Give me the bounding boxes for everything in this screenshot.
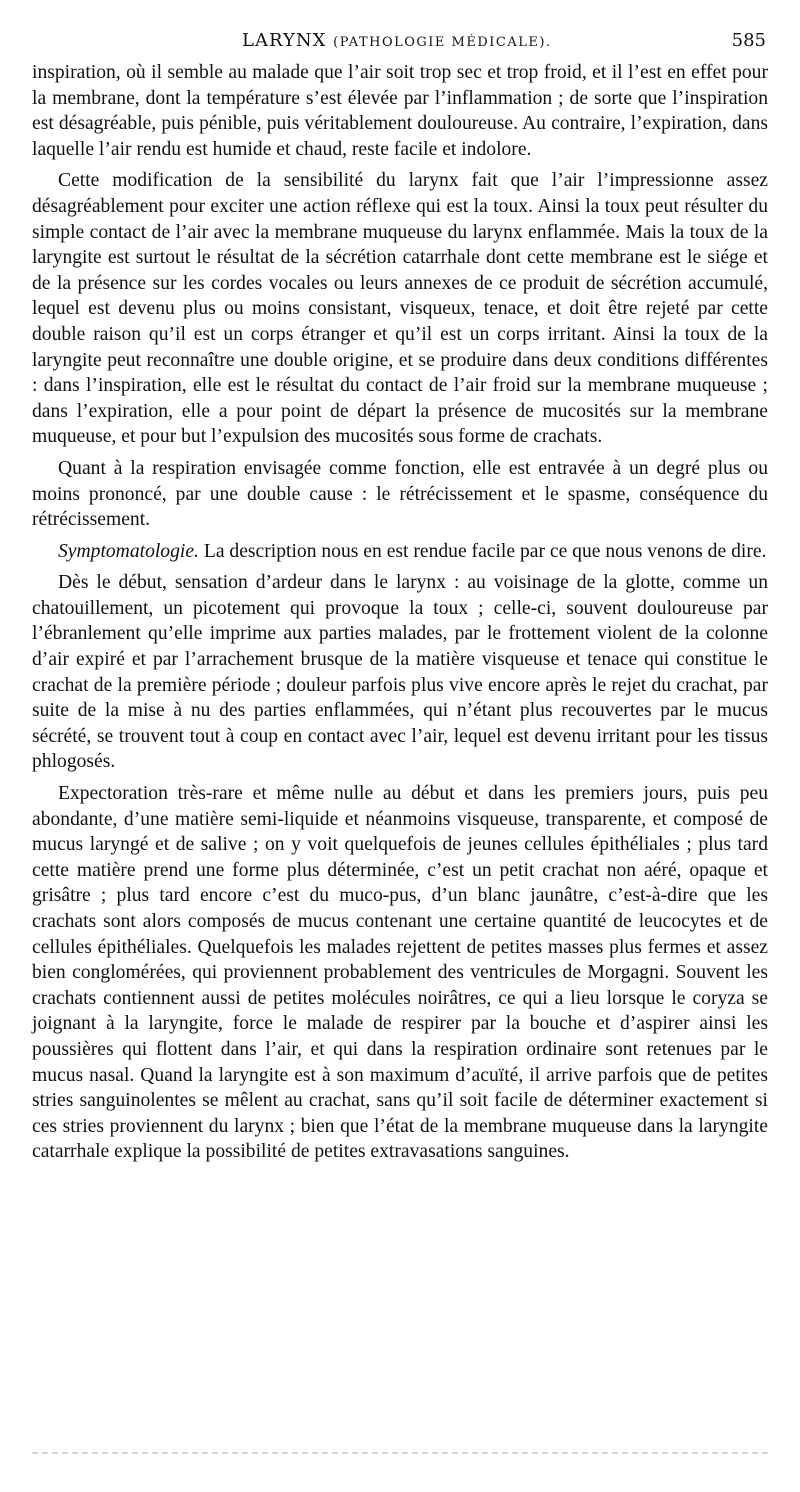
body-text bbox=[32, 60, 768, 1165]
paragraph-respiration: Quant à la respiration envisagée comme fonction, elle est entravée à un degré plus ou moins prononcé, par une double cause : le rétrécissement et le spasme, conséquence du rétrécissement. bbox=[32, 457, 768, 531]
running-title-sub: (PATHOLOGIE MÉDICALE). bbox=[333, 35, 552, 50]
paragraph-inspiration: inspiration, où il semble au malade que l’air soit trop sec et trop froid, et il l’est en effet pour la membrane, dont la température s’est élevée par l’inflammation ; de sorte que l’inspiration est désagréable, puis pénible, puis véritablement douloureuse. Au contraire, l’expiration, dans laquelle l’air rendu est humide et chaud, reste facile et indolore. bbox=[32, 62, 768, 160]
running-title-main: LARYNX bbox=[242, 30, 327, 51]
paragraph-debut: Dès le début, sensation d’ardeur dans le larynx : au voisinage de la glotte, comme un chatouillement, un picotement qui provoque la toux ; celle-ci, souvent douloureuse par l’ébranlement qu’elle imprime aux parties malades, par le frottement violent de la colonne d’air expiré et par l’arrachement brusque de la matière visqueuse et tenace qui constitue le crachat de la première période ; douleur parfois plus vive encore après le rejet du crachat, par suite de la mise à nu des parties enflammées, qui n’étant plus recouvertes par le mucus sécrété, se trouvent tout à coup en contact avec l’air, lequel est devenu irritant pour les tissus phlogosés. bbox=[32, 572, 768, 773]
paragraph-symptomatologie-text: La description nous en est rendue facile par ce que nous venons de dire. bbox=[203, 540, 767, 562]
footer-rule bbox=[32, 1452, 768, 1454]
paragraph-expectoration: Expectoration très-rare et même nulle au début et dans les premiers jours, puis peu abondante, d’une matière semi-liquide et néanmoins visqueuse, transparente, et composé de mucus laryngé et de salive ; on y voit quelquefois de jeunes cellules épithéliales ; plus tard cette matière prend une forme plus déterminée, c’est un petit crachat non aéré, opaque et grisâtre ; plus tard encore c’est du muco-pus, d’un blanc jaunâtre, c’est-à-dire que les crachats sont alors composés de mucus contenant une certaine quantité de leucocytes et de cellules épithéliales. Quelquefois les malades rejettent de petites masses plus fermes et assez bien conglomérées, qui proviennent probablement des ventricules de Morgagni. Souvent les crachats contiennent aussi de petites molécules noirâtres, ce qui a lieu lorsque le coryza se joignant à la laryngite, force le malade de respirer par la bouche et d’aspirer ainsi les poussières qui flottent dans l’air, et qui dans la respiration ordinaire sont retenues par le mucus nasal. Quand la laryngite est à son maximum d’acuïté, il arrive parfois que de petites stries sanguinolentes se mêlent au crachat, sans qu’il soit facile de déterminer exactement si ces stries proviennent du larynx ; bien que l’état de la membrane muqueuse dans la laryngite catarrhale explique la possibilité de petites extravasations sanguines. bbox=[32, 783, 768, 1163]
paragraph-symptomatologie bbox=[32, 539, 768, 565]
page-number: 585 bbox=[731, 30, 766, 51]
section-heading: Symptomatologie. bbox=[58, 540, 199, 562]
paragraph-sensibility: Cette modification de la sensibilité du larynx fait que l’air l’impressionne assez désagréablement pour exciter une action réflexe qui est la toux. Ainsi la toux peut résulter du simple contact de l’air avec la membrane muqueuse du larynx enflammée. Mais la toux de la laryngite est surtout le résultat de la sécrétion catarrhale dont cette membrane est le siége et de la présence sur les cordes vocales ou leurs annexes de ce produit de sécrétion accumulé, lequel est devenu plus ou moins consistant, visqueux, tenace, et doit être rejeté par cette double raison qu’il est un corps étranger et qu’il est un corps irritant. Ainsi la toux de la laryngite peut reconnaître une double origine, et se produire dans deux conditions différentes : dans l’inspiration, elle est le résultat du contact de l’air froid sur la membrane muqueuse ; dans l’expiration, elle a pour point de départ la présence de mucosités sur la membrane muqueuse, et pour but l’expulsion des mucosités sous forme de crachats. bbox=[32, 170, 768, 448]
page bbox=[32, 30, 768, 1171]
running-title bbox=[242, 30, 552, 51]
running-header bbox=[32, 30, 768, 60]
